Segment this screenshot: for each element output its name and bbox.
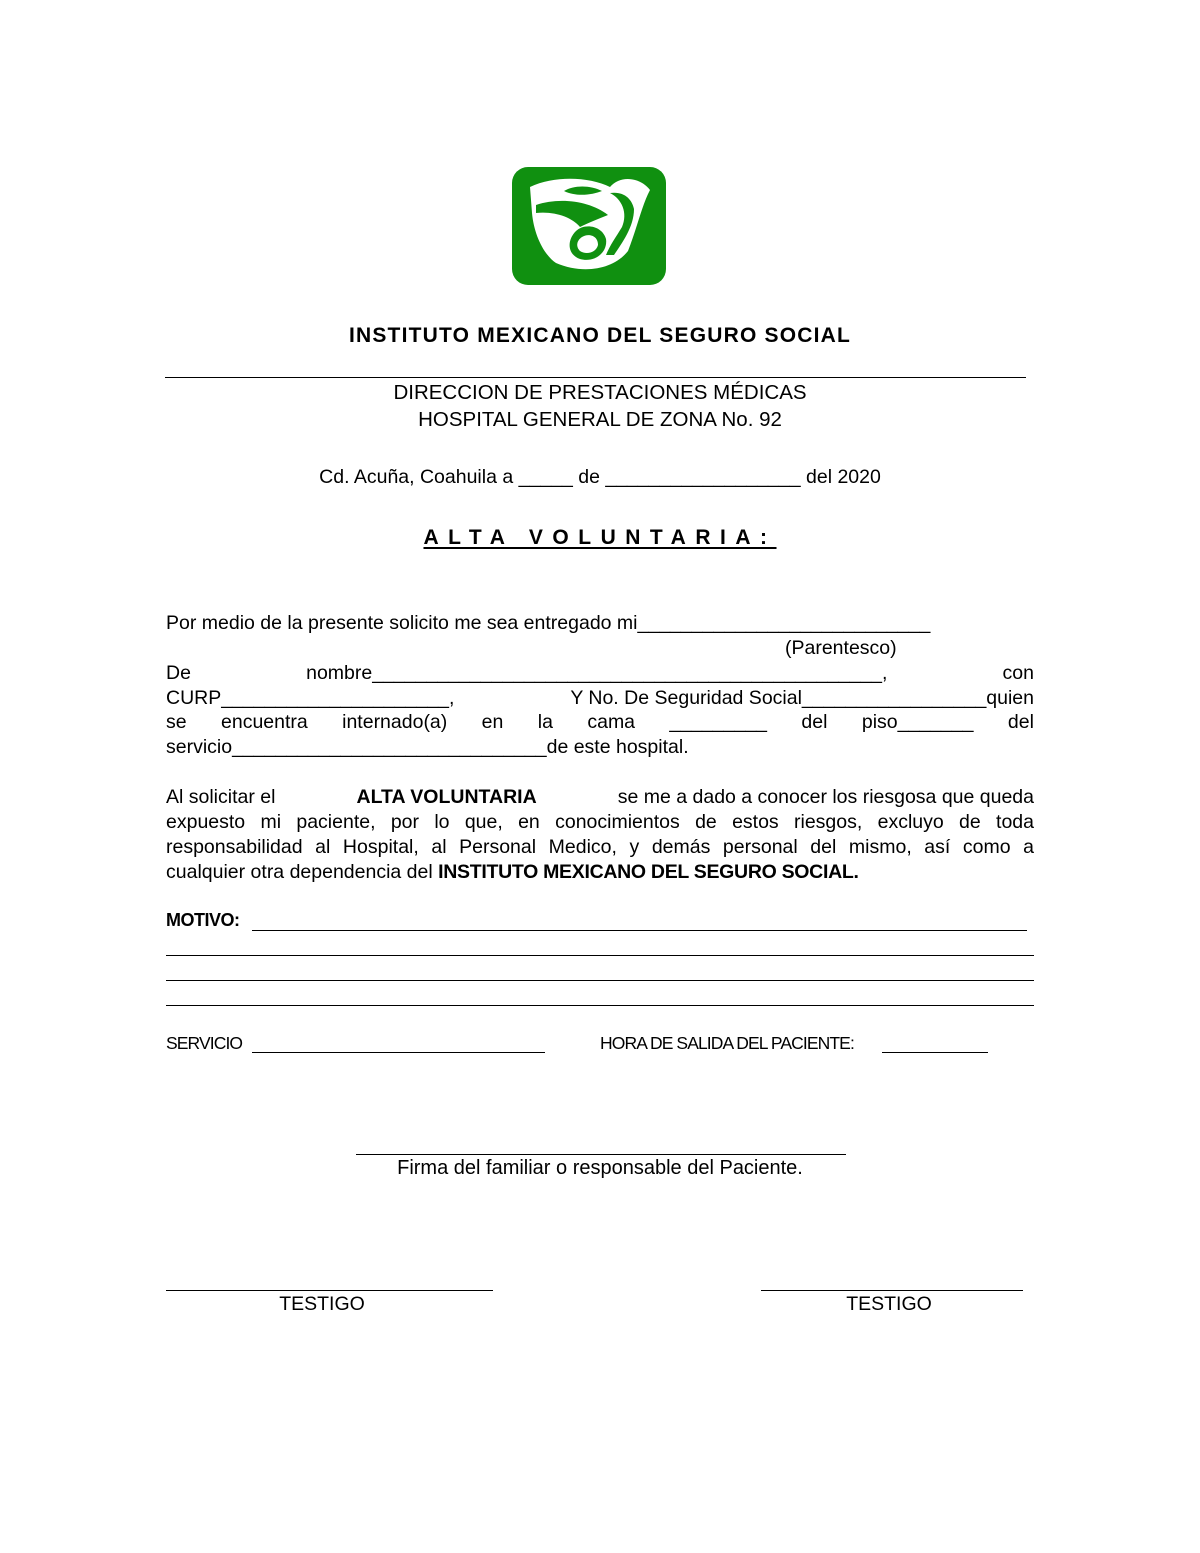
- request-line-5: servicio_____________________________de este hospital.: [166, 736, 689, 758]
- word: del: [1007, 711, 1034, 733]
- hora-salida-line: [882, 1052, 988, 1053]
- institution-title: INSTITUTO MEXICANO DEL SEGURO SOCIAL: [348, 324, 852, 347]
- request-line-3-b: Y No. De Seguridad Social_________________quien: [570, 687, 1034, 709]
- request-line-2-b: nombre_______________________________________________,: [306, 662, 888, 684]
- request-line-2: [166, 661, 1034, 686]
- date-line: Cd. Acuña, Coahuila a _____ de __________________ del 2020: [319, 466, 881, 488]
- hora-salida-label: HORA DE SALIDA DEL PACIENTE:: [600, 1033, 854, 1053]
- word: encuentra: [221, 711, 308, 733]
- word: piso_______: [861, 711, 974, 733]
- signature-caption: Firma del familiar o responsable del Paciente.: [397, 1157, 803, 1179]
- request-line-3-a: CURP_____________________,: [166, 687, 455, 709]
- motivo-line-3: [166, 980, 1034, 981]
- statement-line-2: expuesto mi paciente, por lo que, en conocimientos de estos riesgos, excluyo de toda: [166, 811, 1034, 833]
- request-line-3: [166, 686, 1034, 711]
- statement-line-1: [166, 785, 1034, 810]
- word: internado(a): [342, 711, 448, 733]
- parentesco-label: (Parentesco): [785, 637, 897, 659]
- document-title: ALTA VOLUNTARIA:: [423, 526, 777, 549]
- statement-4-bold: INSTITUTO MEXICANO DEL SEGURO SOCIAL.: [438, 861, 859, 883]
- request-line-2-c: con: [1002, 662, 1034, 684]
- hospital-title: HOSPITAL GENERAL DE ZONA No. 92: [418, 408, 782, 431]
- motivo-line-4: [166, 1005, 1034, 1006]
- motivo-line-1: [252, 930, 1027, 931]
- witness-line-1: [166, 1290, 493, 1291]
- request-line-2-a: De: [166, 662, 191, 684]
- servicio-line: [252, 1052, 545, 1053]
- statement-1-bold: ALTA VOLUNTARIA: [356, 786, 537, 808]
- direction-title: DIRECCION DE PRESTACIONES MÉDICAS: [393, 381, 807, 404]
- witness-line-2: [761, 1290, 1023, 1291]
- statement-1-b: se me a dado a conocer los riesgosa que queda: [617, 786, 1034, 808]
- word: del: [801, 711, 828, 733]
- word: se: [166, 711, 187, 733]
- request-line-4: [166, 710, 1034, 735]
- signature-line: [356, 1154, 846, 1155]
- motivo-label: MOTIVO:: [166, 910, 240, 930]
- word: en: [481, 711, 504, 733]
- witness-label-2: TESTIGO: [846, 1293, 932, 1315]
- motivo-line-2: [166, 955, 1034, 956]
- header-divider: [165, 377, 1026, 378]
- word: cama: [587, 711, 636, 733]
- word: la: [537, 711, 553, 733]
- statement-line-3: responsabilidad al Hospital, al Personal Medico, y demás personal del mismo, así como a: [166, 836, 1034, 858]
- word: _________: [669, 711, 768, 733]
- imss-logo-icon: [510, 165, 668, 287]
- witness-label-1: TESTIGO: [279, 1293, 365, 1315]
- statement-4-a: cualquier otra dependencia del: [166, 861, 433, 883]
- statement-line-4: [166, 860, 859, 885]
- statement-1-a: Al solicitar el: [166, 786, 276, 808]
- request-line-1: Por medio de la presente solicito me sea entregado mi___________________________: [166, 612, 931, 634]
- servicio-label: SERVICIO: [166, 1033, 243, 1053]
